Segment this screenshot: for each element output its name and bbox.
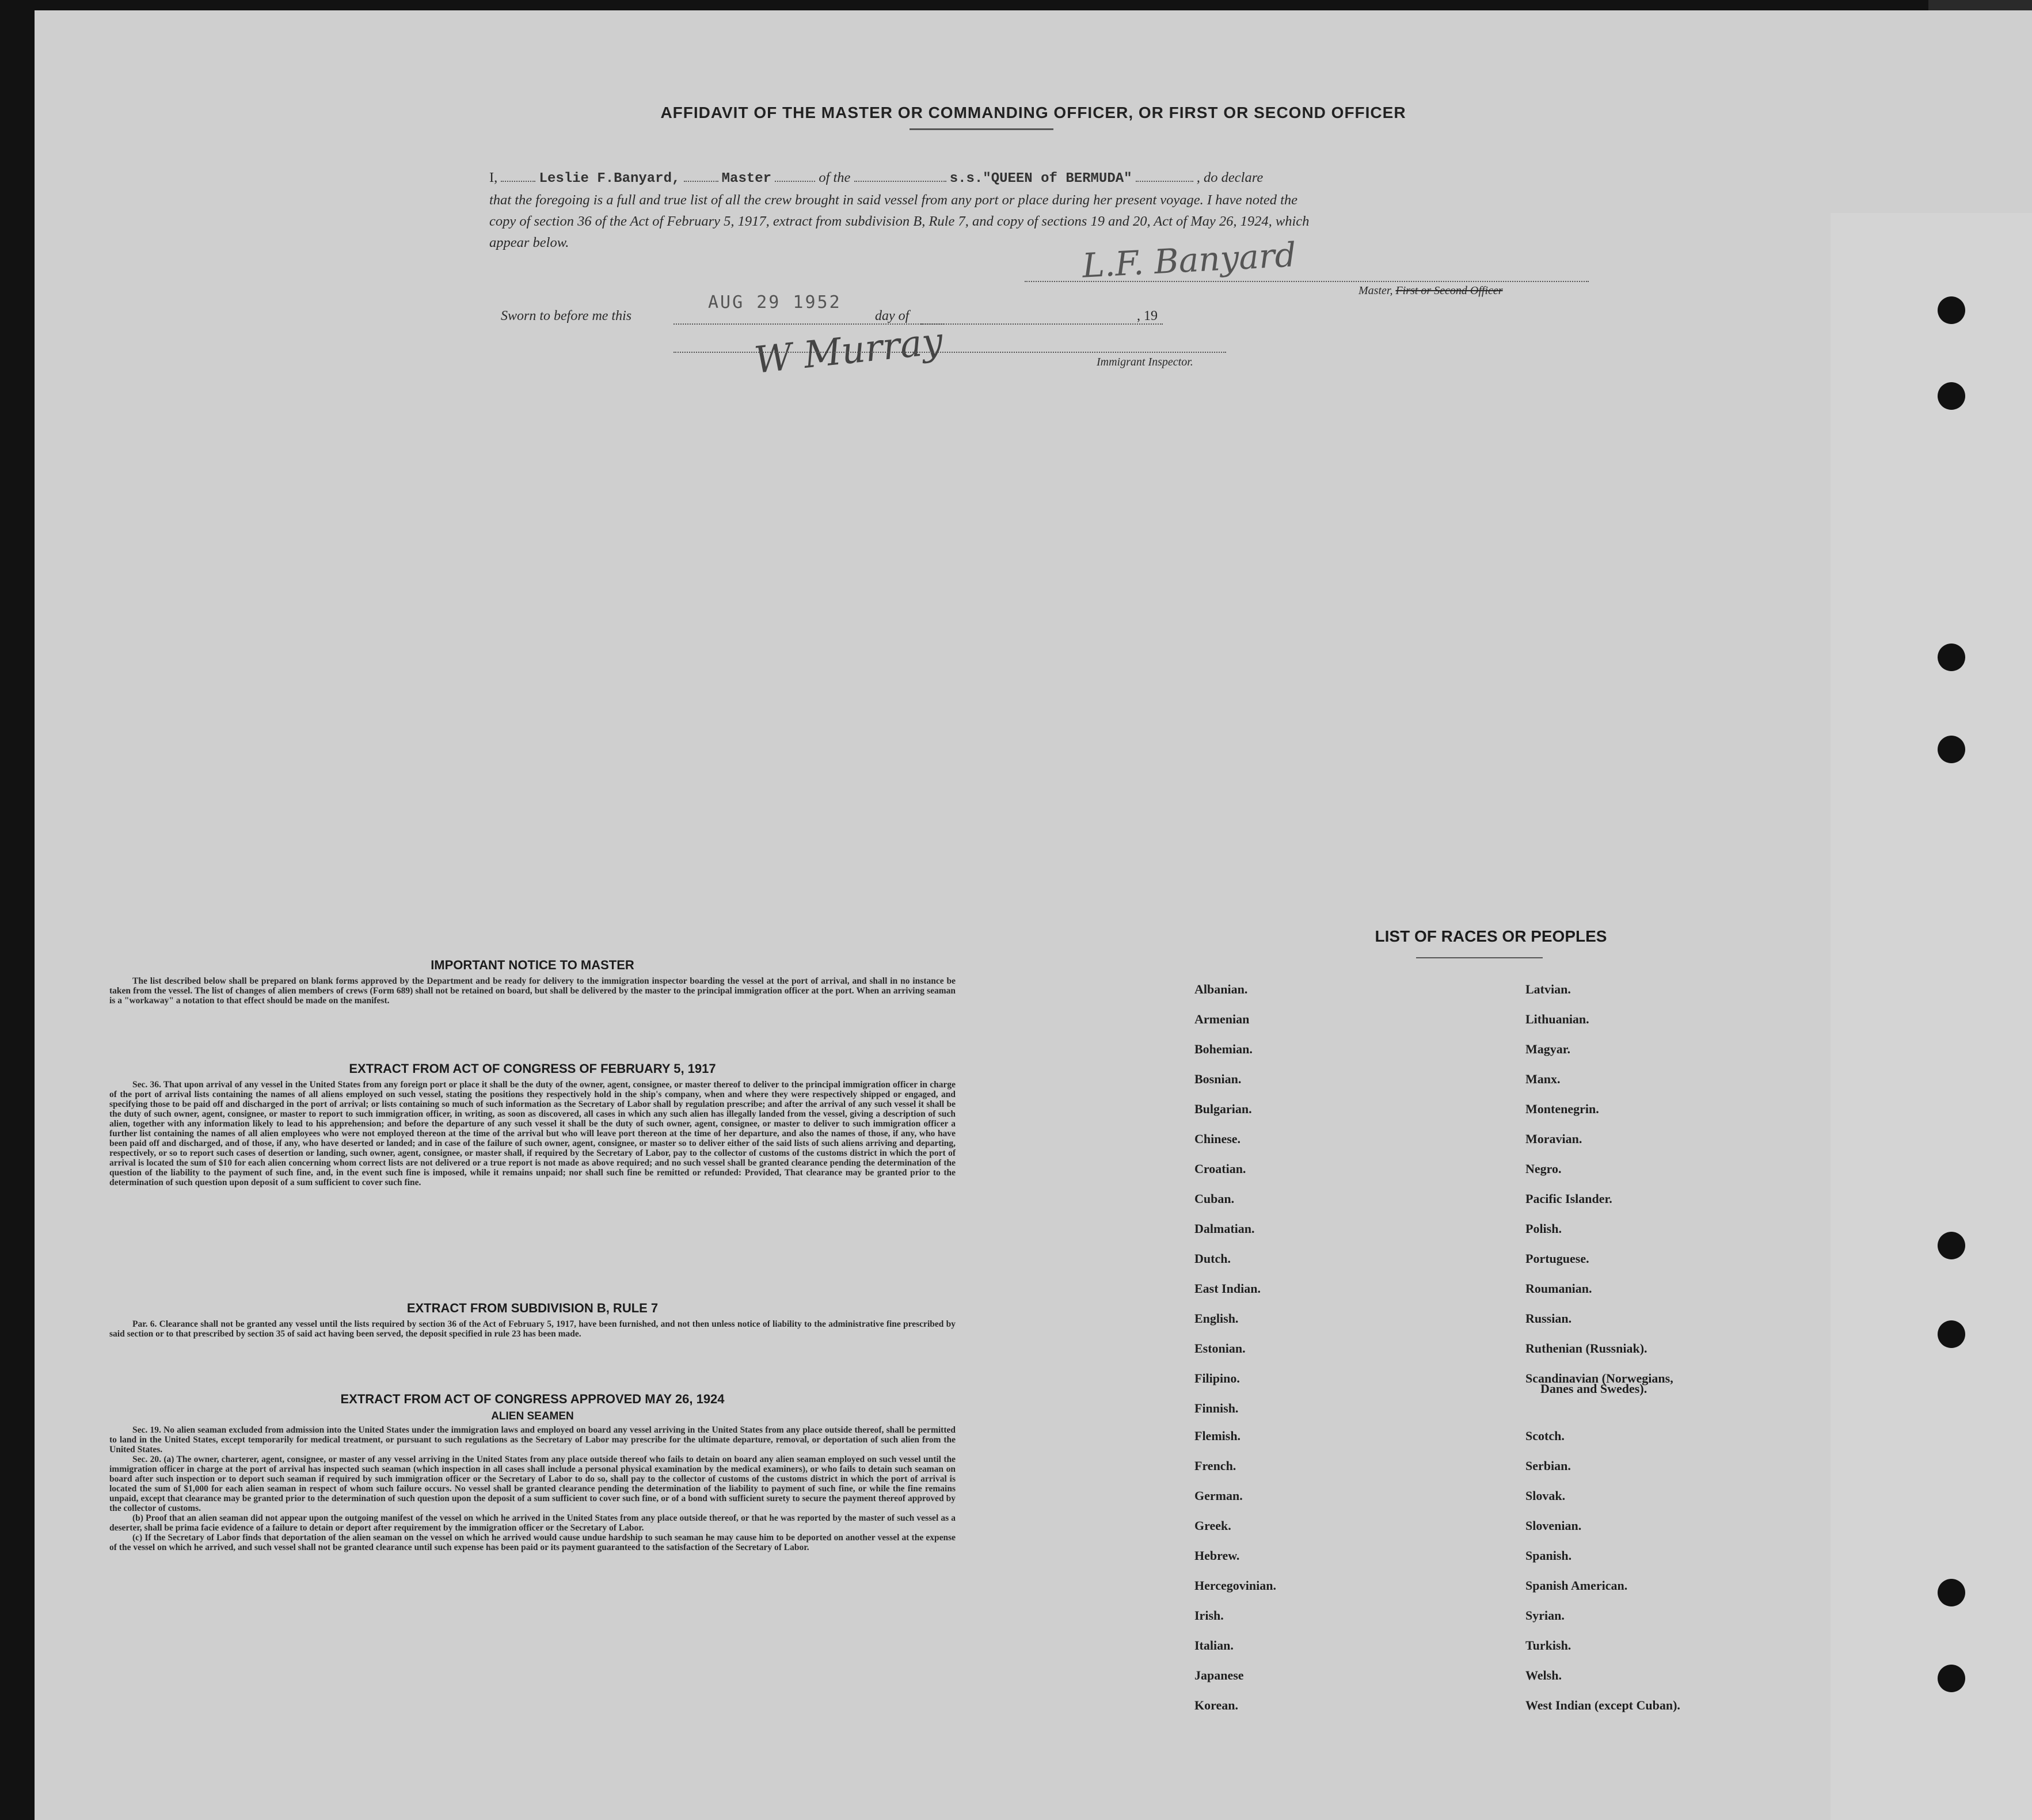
- master-signature: L.F. Banyard: [1081, 235, 1297, 285]
- race-list-item: Pacific Islander.: [1525, 1191, 1612, 1206]
- race-list-item: Cuban.: [1194, 1191, 1235, 1206]
- affidavit-line-4: appear below.: [489, 235, 569, 250]
- race-list-item: Turkish.: [1525, 1638, 1571, 1653]
- affidavit-title: AFFIDAVIT OF THE MASTER OR COMMANDING OFFICER, OR FIRST OR SECOND OFFICER: [660, 104, 1406, 121]
- master-rank: Master: [721, 171, 772, 186]
- extract-1917-title: EXTRACT FROM ACT OF CONGRESS OF FEBRUARY 5, 1917: [349, 1061, 716, 1076]
- binder-hole: [1938, 644, 1965, 671]
- notice-text: The list described below shall be prepared on blank forms approved by the Department and be ready for delivery to the immigration inspector boarding the vessel at the port of arrival, and shall in no instance be taken from the vessel. The list of changes of alien members of crews (Form 689) shall not be retained on board, but shall be delivered by the master to the principal immigration officer at the port. When an arriving seaman is a "workaway" a notation to that effect should be made on the manifest.: [109, 976, 956, 1006]
- race-list-item: Scandinavian (Norwegians,: [1525, 1371, 1673, 1385]
- struck-officer-label: First or Second Officer: [1395, 284, 1503, 297]
- received-stamp-date: AUG 29 1952: [708, 292, 842, 313]
- extract-1924-title: EXTRACT FROM ACT OF CONGRESS APPROVED MAY 26, 1924: [340, 1392, 725, 1406]
- race-list-item: Hebrew.: [1194, 1548, 1240, 1563]
- race-list-item: Magyar.: [1525, 1042, 1571, 1056]
- race-list-item: Roumanian.: [1525, 1281, 1592, 1296]
- race-list-item: Japanese: [1194, 1668, 1244, 1682]
- race-list-item: East Indian.: [1194, 1281, 1261, 1296]
- do-declare-label: , do declare: [1196, 170, 1264, 185]
- sec-20a-text: Sec. 20. (a) The owner, charterer, agent, consignee, or master of any vessel arriving in the United States from any place outside thereof who fails to detain on board any alien seaman employed on such vessel until the immigration officer in charge at the port of arrival has inspected such seaman (which inspection in all cases shall include a personal physical examination by the medical examiners), or who fails to detain such seaman on board after such inspection or to deport such seaman if required by such immigration officer or the Secretary of Labor to do so, shall pay to the collector of customs of the customs district in which the port of arrival is located the sum of $1,000 for each alien seaman in respect of whom such failure occurs. No vessel shall be granted clearance pending the determination of the liability to payment of such fine, or while the fine remains unpaid, except that clearance may be granted prior to the determination of such question upon the deposit of a sum sufficient to cover such fine, or of a bond with sufficient surety to secure the payment thereof approved by the collector of customs.: [109, 1455, 956, 1513]
- sec-20c-text: (c) If the Secretary of Labor finds that deportation of the alien seaman on the vessel on which he arrived would cause undue hardship to such seaman he may cause him to be deported on another vessel at the expense of the vessel on which he arrived, and such vessel shall not be granted clearance until such expense has been paid or its payment guaranteed to the satisfaction of the Secretary of Labor.: [109, 1533, 956, 1552]
- master-label: Master,: [1359, 284, 1393, 297]
- inspector-signature: W Murray: [752, 320, 945, 382]
- binder-hole: [1938, 736, 1965, 763]
- race-list-item: German.: [1194, 1488, 1243, 1503]
- race-list-item: Italian.: [1194, 1638, 1234, 1653]
- race-list-item: Negro.: [1525, 1162, 1562, 1176]
- sec-19-text: Sec. 19. No alien seaman excluded from admission into the United States under the immigration laws and employed on board any vessel arriving in the United States from any place outside thereof, shall be permitted to land in the United States, except temporarily for medical treatment, or pursuant to such regulations as the Secretary of Labor may prescribe for the ultimate departure, removal, or deportation of such alien from the United States.: [109, 1425, 956, 1455]
- rank-underline: [684, 169, 718, 182]
- sworn-label: Sworn to before me this: [501, 309, 632, 323]
- race-list-item: Dalmatian.: [1194, 1221, 1255, 1236]
- binder-hole: [1938, 1320, 1965, 1348]
- year-label: , 19: [1137, 309, 1158, 323]
- extract-1924-subtitle: ALIEN SEAMEN: [491, 1410, 574, 1422]
- race-list-item: West Indian (except Cuban).: [1525, 1698, 1680, 1712]
- master-name: Leslie F.Banyard,: [539, 171, 680, 186]
- race-list-item: Greek.: [1194, 1518, 1231, 1533]
- race-list-item: Slovenian.: [1525, 1518, 1582, 1533]
- race-list-item: Armenian: [1194, 1012, 1250, 1026]
- vessel-underline: [854, 169, 946, 182]
- document-page: [35, 10, 2032, 1820]
- vessel-name: s.s."QUEEN of BERMUDA": [949, 171, 1132, 186]
- master-title-block: [1359, 284, 1503, 298]
- affidavit-line-2: that the foregoing is a full and true list of all the crew brought in said vessel from any port or place during her present voyage. I have noted the: [489, 192, 1298, 208]
- race-list-item: Estonian.: [1194, 1341, 1246, 1356]
- edge-strip: [1831, 213, 2032, 1820]
- race-list-item: English.: [1194, 1311, 1239, 1326]
- notice-title: IMPORTANT NOTICE TO MASTER: [431, 958, 634, 972]
- month-line: [921, 323, 1163, 325]
- race-list-item: Flemish.: [1194, 1429, 1241, 1443]
- affidavit-line-3: copy of section 36 of the Act of February 5, 1917, extract from subdivision B, Rule 7, and copy of sections 19 and 20, Act of May 26, 1924, which: [489, 214, 1310, 229]
- extract-1924-body: [109, 1425, 956, 1552]
- binder-hole: [1938, 382, 1965, 410]
- name-underline: [501, 169, 535, 182]
- race-list-item: French.: [1194, 1459, 1236, 1473]
- binder-hole: [1938, 1232, 1965, 1259]
- inspector-signature-line: [673, 352, 1226, 353]
- affidavit-body: [489, 167, 1589, 253]
- vessel-underline-2: [1136, 169, 1193, 182]
- day-of-label: day of: [875, 309, 910, 323]
- sec-20b-text: (b) Proof that an alien seaman did not appear upon the outgoing manifest of the vessel on which he arrived in the United States from any place outside thereof, or that he was reported by the master of such vessel as a deserter, shall be prima facie evidence of a failure to detain or deport after requirement by the immigration officer or the Secretary of Labor.: [109, 1513, 956, 1533]
- race-list-item: Montenegrin.: [1525, 1102, 1599, 1116]
- race-list-item: Welsh.: [1525, 1668, 1562, 1682]
- race-list-item: Hercegovinian.: [1194, 1578, 1276, 1593]
- race-list-item: Bosnian.: [1194, 1072, 1242, 1086]
- of-the-label: of the: [819, 170, 851, 185]
- race-list-item: Portuguese.: [1525, 1251, 1589, 1266]
- race-list-item: Spanish American.: [1525, 1578, 1628, 1593]
- race-list-item: Scotch.: [1525, 1429, 1565, 1443]
- extract-rule7-text: Par. 6. Clearance shall not be granted any vessel until the lists required by section 36 of the Act of February 5, 1917, have been furnished, and not then unless notice of liability to the administrative fine prescribed by said section or to that prescribed by section 35 of said act having been served, the deposit specified in rule 23 has been made.: [109, 1319, 956, 1339]
- race-list-item: Korean.: [1194, 1698, 1238, 1712]
- race-list-item: Slovak.: [1525, 1488, 1566, 1503]
- race-list-item: Serbian.: [1525, 1459, 1571, 1473]
- race-list-item: Russian.: [1525, 1311, 1572, 1326]
- title-rule: [910, 128, 1053, 130]
- race-list-item: Ruthenian (Russniak).: [1525, 1341, 1647, 1356]
- word-i: I,: [489, 170, 498, 185]
- race-list-item: Irish.: [1194, 1608, 1224, 1623]
- affidavit-line-1: [489, 167, 1589, 189]
- race-list-item: Filipino.: [1194, 1371, 1240, 1385]
- race-list-item: Syrian.: [1525, 1608, 1565, 1623]
- race-list-item: Manx.: [1525, 1072, 1561, 1086]
- race-list-item: Dutch.: [1194, 1251, 1231, 1266]
- binder-hole: [1938, 1579, 1965, 1606]
- race-list-item: Polish.: [1525, 1221, 1562, 1236]
- race-list-item: Bulgarian.: [1194, 1102, 1252, 1116]
- race-list-item: Latvian.: [1525, 982, 1571, 996]
- race-list-item: Albanian.: [1194, 982, 1248, 996]
- extract-1917-text: Sec. 36. That upon arrival of any vessel in the United States from any foreign port or place it shall be the duty of the owner, agent, consignee, or master thereof to deliver to the principal immigration officer in charge of the port of arrival lists containing the names of all aliens employed on such vessel, stating the positions they respectively hold in the ship's company, when and where they were respectively shipped or engaged, and specifying those to be paid off and discharged in the port of arrival; or lists containing so much of such information as the Secretary of Labor shall by regulation prescribe; and after the arrival of any such vessel it shall be the duty of such owner, agent, consignee, or master to report to such immigration officer, in writing, as soon as discovered, all cases in which any such alien has illegally landed from the vessel, giving a description of such alien, together with any information likely to lead to his apprehension; and before the departure of any such vessel it shall be the duty of such owner, agent, consignee, or master to deliver to such immigration officer a further list containing the names of all alien employees who were not employed thereon at the time of the arrival but who will leave port thereon at the time of her departure, and also the names of those, if any, who have been paid off and discharged, and of those, if any, who have deserted or landed; and in case of the failure of such owner, agent, consignee, or master so to deliver either of the said lists of such aliens arriving and departing, respectively, or so to report such cases of desertion or landing, such owner, agent, consignee, or master shall, if required by the Secretary of Labor, pay to the collector of customs of the customs district in which the port of arrival is located the sum of $10 for each alien concerning whom correct lists are not delivered or a true report is not made as above required; and no such vessel shall be granted clearance pending the determination of the question of the liability to the payment of such fine, and, in the event such fine is imposed, while it remains unpaid; nor shall such fine be remitted or refunded: Provided, That clearance may be granted prior to the determination of such question upon deposit of a sum sufficient to cover such fine.: [109, 1080, 956, 1187]
- binder-hole: [1938, 296, 1965, 324]
- race-scandinavian-line-2: Danes and Swedes).: [1540, 1381, 1647, 1396]
- inspector-label: Immigrant Inspector.: [1097, 356, 1193, 368]
- master-signature-line: [1025, 281, 1589, 282]
- race-list-item: Moravian.: [1525, 1132, 1582, 1146]
- binder-hole: [1938, 1665, 1965, 1692]
- race-list-item: Finnish.: [1194, 1401, 1239, 1415]
- race-list-item: Spanish.: [1525, 1548, 1572, 1563]
- race-list-item: Lithuanian.: [1525, 1012, 1589, 1026]
- race-list-item: Bohemian.: [1194, 1042, 1253, 1056]
- rank-underline-2: [775, 169, 815, 182]
- races-title-rule: [1416, 957, 1543, 958]
- extract-rule7-title: EXTRACT FROM SUBDIVISION B, RULE 7: [406, 1301, 659, 1315]
- races-title: LIST OF RACES OR PEOPLES: [1375, 927, 1607, 945]
- race-list-item: Chinese.: [1194, 1132, 1241, 1146]
- race-list-item: Croatian.: [1194, 1162, 1246, 1176]
